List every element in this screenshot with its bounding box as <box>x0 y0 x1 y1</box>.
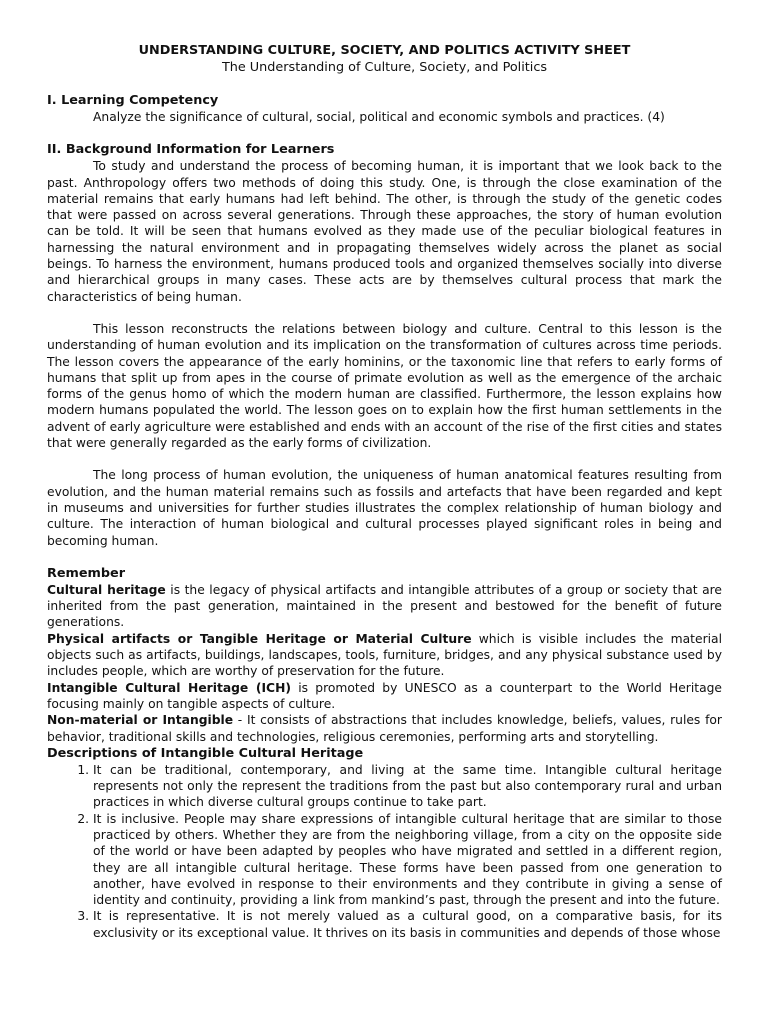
definition-ich <box>47 680 722 713</box>
definition-term: Intangible Cultural Heritage (ICH) <box>47 680 291 695</box>
document-title: UNDERSTANDING CULTURE, SOCIETY, AND POLITICS ACTIVITY SHEET <box>138 43 631 58</box>
definition-text: is the legacy of physical artifacts and intangible attributes of a group or society that are inherited from the past generation, maintained in the present and bestowed for the benefit of future generations. <box>47 582 722 630</box>
background-paragraph: The long process of human evolution, the uniqueness of human anatomical features resulting from evolution, and the human material remains such as fossils and artefacts that have been regarded and kept in museums and universities for further studies illustrates the complex relationship of human biology and culture. The interaction of human biological and cultural processes played significant roles in being and becoming human. <box>47 468 722 548</box>
definition-text: is promoted by UNESCO as a counterpart to the World Heritage focusing mainly on tangible aspects of culture. <box>47 680 723 711</box>
definition-intangible <box>47 712 722 745</box>
definition-tangible-heritage <box>47 631 722 680</box>
learning-competency-text: Analyze the significance of cultural, social, political and economic symbols and practices. (4) <box>93 110 665 124</box>
definition-term: Physical artifacts or Tangible Heritage or Material Culture <box>47 631 472 646</box>
background-paragraph: To study and understand the process of becoming human, it is important that we look back to the past. Anthropology offers two methods of doing this study. One, is through the close examination of the material remains that early humans had left behind. The other, is through the study of the genetic codes that were passed on across several generations. Through these approaches, the story of human evolution can be told. It will be seen that humans evolved as they made use of the peculiar biological features in harnessing the natural environment and in propagating themselves widely across the planet as social beings. To harness the environment, humans produced tools and organized themselves socially into diverse and hierarchical groups in many cases. These acts are by themselves cultural process that mark the characteristics of being human. <box>47 159 722 304</box>
definition-text: - It consists of abstractions that includes knowledge, beliefs, values, rules for behavior, traditional skills and technologies, religious ceremonies, performing arts and storytelling. <box>47 713 722 744</box>
background-heading: II. Background Information for Learners <box>47 142 335 158</box>
definition-cultural-heritage <box>47 582 722 631</box>
background-paragraph: This lesson reconstructs the relations between biology and culture. Central to this lesson is the understanding of human evolution and its implication on the transformation of cultures across time periods. The lesson covers the appearance of the early hominins, or the taxonomic line that refers to early forms of humans that split up from apes in the course of primate evolution as well as the emergence of the archaic forms of the genus homo of which the modern human are classified. Furthermore, the lesson explains how modern humans populated the world. The lesson goes on to explain how the first human settlements in the advent of early agriculture were established and ends with an account of the rise of the first cities and states that were generally regarded as the early forms of civilization. <box>47 321 722 451</box>
descriptions-list <box>47 762 722 941</box>
definition-term: Cultural heritage <box>47 582 166 597</box>
descriptions-heading: Descriptions of Intangible Cultural Heritage <box>47 745 364 761</box>
list-item: 1. It can be traditional, contemporary, and living at the same time. Intangible cultural heritage represents not only the represent the traditions from the past but also contemporary rural and urban practices in which diverse cultural groups continue to take part. <box>93 762 722 811</box>
definition-term: Non-material or Intangible <box>47 713 234 728</box>
list-item: 2. It is inclusive. People may share expressions of intangible cultural heritage that are similar to those practiced by others. Whether they are from the neighboring village, from a city on the opposite side of the world or have been adapted by peoples who have migrated and settled in a different region, they are all intangible cultural heritage. These forms have been passed from one generation to another, have evolved in response to their environments and they contribute in giving a sense of identity and continuity, providing a link from mankind’s past, through the present and into the future. <box>93 811 722 909</box>
definition-text: which is visible includes the material objects such as artifacts, buildings, landscapes, tools, furniture, bridges, and any physical substance used by includes people, which are worthy of preservation for the future. <box>47 631 722 679</box>
learning-competency-heading: I. Learning Competency <box>47 93 219 108</box>
remember-heading: Remember <box>47 565 126 581</box>
document-subtitle: The Understanding of Culture, Society, and Politics <box>221 60 548 75</box>
list-item: 3. It is representative. It is not merely valued as a cultural good, on a comparative basis, for its exclusivity or its exceptional value. It thrives on its basis in communities and depends of those whose <box>93 908 722 941</box>
